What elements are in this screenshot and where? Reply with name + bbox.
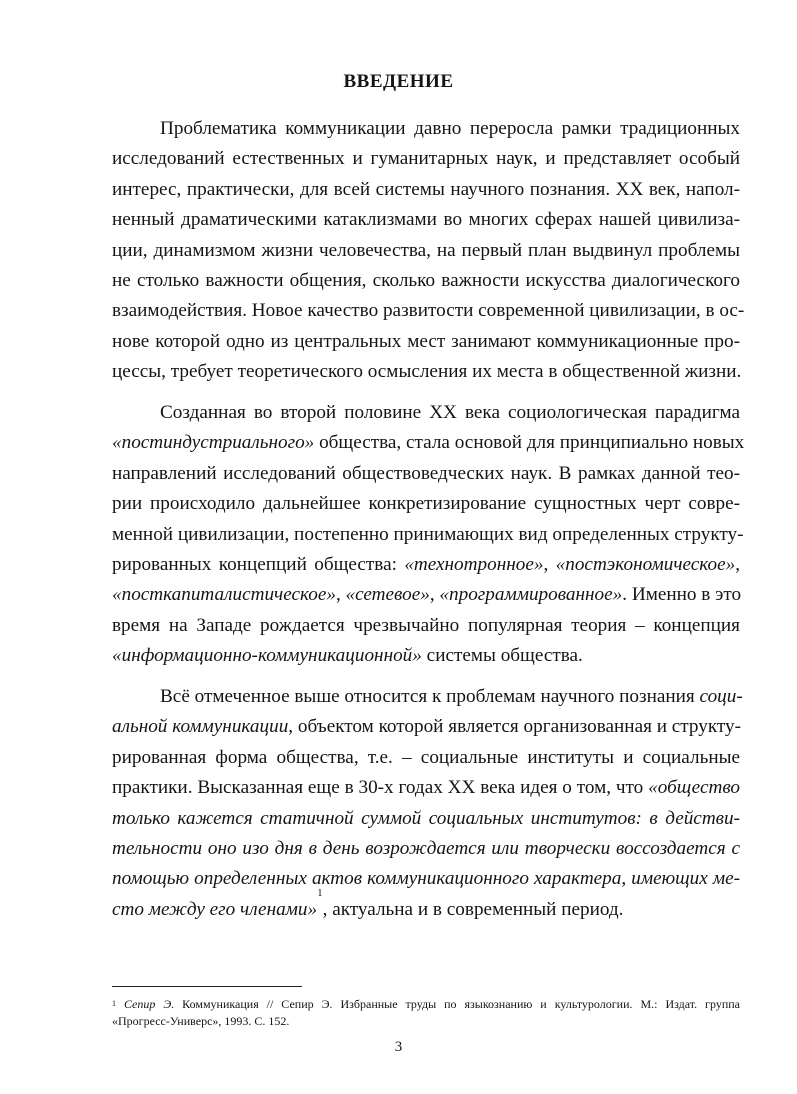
text-line: не столько важности общения, сколько важности искусства диалогического xyxy=(112,269,740,291)
text-line xyxy=(112,682,743,712)
text-line: направлений исследований обществоведческих наук. В рамках данной тео- xyxy=(112,462,740,484)
text-segment: рированных концепций общества: xyxy=(112,553,405,575)
text-line: Проблематика коммуникации давно переросла рамки традиционных xyxy=(160,118,740,139)
paragraph-intro xyxy=(112,114,745,388)
text-line: взаимодействия. Новое качество развитости современной цивилизации, в ос- xyxy=(112,300,745,322)
footnote-text: Коммуникация // Сепир Э. Избранные труды по языкознанию и культурологии. М.: Издат. группа xyxy=(174,997,740,1011)
text-line xyxy=(112,886,740,925)
italic-term: «программированное» xyxy=(439,584,623,606)
text-line xyxy=(112,641,740,671)
text-line xyxy=(112,804,740,834)
text-line xyxy=(112,580,740,610)
text-line: интерес, практически, для всей системы научного познания. XX век, напол- xyxy=(112,178,740,200)
text-line: нове которой одно из центральных мест занимают коммуникационные про- xyxy=(112,330,740,352)
footnote-author: Сепир Э. xyxy=(123,997,175,1011)
italic-term: «информационно-коммуникационной» xyxy=(112,645,422,667)
text-line: время на Западе рождается чрезвычайно популярная теория – концепция xyxy=(112,614,740,636)
text-segment: , объектом которой является организованная и структу- xyxy=(288,716,742,738)
footnote-divider xyxy=(112,986,302,987)
italic-quote: только кажется статичной суммой социальных институтов: в действи- xyxy=(112,807,740,829)
text-segment: . Именно в это xyxy=(622,584,742,606)
italic-term: «постиндустриального» xyxy=(112,432,315,454)
text-segment: , актуальна и в современный период. xyxy=(322,898,624,920)
text-line xyxy=(112,550,740,580)
text-line xyxy=(112,428,745,458)
text-segment: , xyxy=(429,584,440,606)
text-line xyxy=(112,834,740,864)
italic-quote: тельности оно изо дня в день возрождается или творчески воссоздается с xyxy=(112,837,740,859)
italic-term: «постэкономическое» xyxy=(555,553,736,575)
footnote-line: «Прогресс-Универс», 1993. С. 152. xyxy=(112,1014,290,1028)
italic-term: соци- xyxy=(699,686,743,707)
italic-quote: помощью определенных актов коммуникационного характера, имеющих ме- xyxy=(112,868,740,890)
text-line: исследований естественных и гуманитарных наук, и представляет особый xyxy=(112,148,740,170)
text-line: рии происходило дальнейшее конкретизирование сущностных черт совре- xyxy=(112,493,740,515)
text-segment: , xyxy=(735,553,740,575)
text-line: ции, динамизмом жизни человечества, на первый план выдвинул проблемы xyxy=(112,239,740,261)
page-title: ВВЕДЕНИЕ xyxy=(343,71,454,92)
text-segment: , xyxy=(335,584,346,606)
text-segment: Всё отмеченное выше относится к проблемам научного познания xyxy=(160,686,700,707)
italic-term: альной коммуникации xyxy=(112,716,289,738)
footnote-line xyxy=(112,996,740,1013)
text-line: ненный драматическими катаклизмами во многих сферах нашей цивилиза- xyxy=(112,209,740,231)
text-line xyxy=(112,712,740,742)
footnote xyxy=(112,996,740,1030)
text-segment: , xyxy=(543,553,556,575)
paragraph-social-communication xyxy=(112,682,743,925)
italic-quote: сто между его членами» xyxy=(112,898,318,920)
text-line: рированная форма общества, т.е. – социальные институты и социальные xyxy=(112,746,740,768)
text-line xyxy=(112,773,740,803)
text-line: Созданная во второй половине XX века социологическая парадигма xyxy=(160,402,740,423)
text-segment: практики. Высказанная еще в 30-х годах XX века идея о том, что xyxy=(112,777,649,799)
page-number: 3 xyxy=(394,1039,403,1055)
italic-term: «сетевое» xyxy=(345,584,430,606)
text-line: цессы, требует теоретического осмысления их места в общественной жизни. xyxy=(112,361,742,383)
italic-term: «технотронное» xyxy=(404,553,544,575)
italic-quote: «общество xyxy=(648,777,740,799)
text-line: менной цивилизации, постепенно принимающих вид определенных структу- xyxy=(112,523,744,545)
footnote-reference: 1 xyxy=(317,886,323,899)
footnote-marker: 1 xyxy=(112,999,116,1008)
paragraph-postindustrial xyxy=(112,398,745,672)
text-segment: общества, стала основой для принципиально новых xyxy=(314,432,745,454)
italic-term: «посткапиталистическое» xyxy=(112,584,336,606)
text-line xyxy=(112,864,740,894)
text-segment: системы общества. xyxy=(421,645,583,667)
